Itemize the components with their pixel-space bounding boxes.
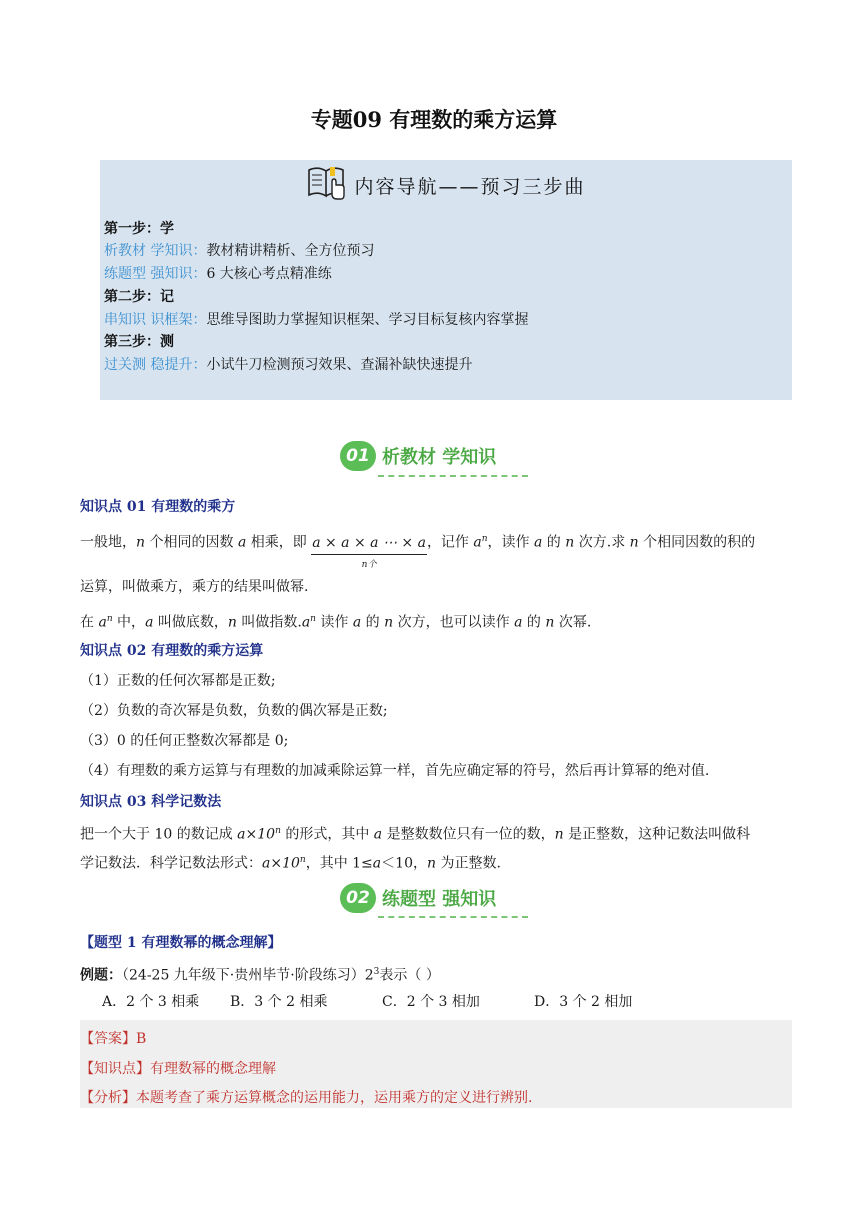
kp3-line-2 <box>80 849 795 875</box>
text: 次幂. <box>554 614 592 631</box>
knowledge-point-01-title: 知识点 01 有理数的乘方 <box>80 499 236 515</box>
nav-row-2-tag: 练题型 强知识： <box>104 266 207 282</box>
nav-row-3-text: 思维导图助力掌握知识框架、学习目标复核内容掌握 <box>206 312 529 328</box>
text: 是整数数位只有一位的数， <box>382 826 555 843</box>
section-title: 析教材 学知识 <box>382 447 497 468</box>
var-a: a <box>514 614 523 631</box>
text: 的 <box>361 614 385 631</box>
exponent-n: n <box>310 614 316 624</box>
text: 学记数法．科学记数法形式： <box>80 855 262 872</box>
exponent-n: n <box>481 534 488 544</box>
nav-row-3-tag: 串知识 识框架： <box>104 312 207 328</box>
text: ＜10， <box>381 855 427 872</box>
sci-form: a×10 <box>237 826 276 843</box>
var-n: n <box>554 826 564 843</box>
var-a: a <box>98 614 107 631</box>
kp2-item-2: （2）负数的奇次幂是负数，负数的偶次幂是正数; <box>80 703 388 719</box>
analysis-text: 本题考查了乘方运算概念的运用能力，运用乘方的定义进行辨别. <box>136 1090 533 1106</box>
var-a: a <box>372 855 382 872</box>
question-type-1-title: 【题型 1 有理数幂的概念理解】 <box>80 935 282 951</box>
var-a: a <box>301 614 311 631</box>
answer-line <box>80 1028 146 1048</box>
kp2-item-1: （1）正数的任何次幂都是正数; <box>80 673 276 689</box>
text: ，记作 <box>426 534 474 551</box>
nav-row-2 <box>104 263 332 285</box>
section-number-badge: 02 <box>340 883 376 913</box>
knowledge-point-line <box>80 1058 276 1078</box>
var-n: n <box>384 614 394 631</box>
kp-text: 有理数幂的概念理解 <box>150 1061 276 1077</box>
answer-box <box>80 1020 792 1108</box>
option-b[interactable]: B．3 个 2 相乘 <box>230 994 328 1010</box>
step1-label: 第一步：学 <box>104 221 174 237</box>
section-banner-01 <box>340 441 496 471</box>
nav-heading <box>100 166 792 204</box>
text: 相乘，即 <box>246 534 312 551</box>
text: 叫做底数， <box>153 614 228 631</box>
nav-row-4 <box>104 354 472 376</box>
answer-value: B <box>136 1031 147 1047</box>
nav-row-1 <box>104 240 374 262</box>
nav-row-4-tag: 过关测 稳提升： <box>104 357 207 373</box>
text: 为正整数. <box>436 855 501 872</box>
text: 在 <box>80 614 99 631</box>
knowledge-point-03-title: 知识点 03 科学记数法 <box>80 794 222 810</box>
option-c[interactable]: C．2 个 3 相加 <box>382 994 480 1010</box>
knowledge-point-02-title: 知识点 02 有理数的乘方运算 <box>80 643 264 659</box>
text: ，读作 <box>487 534 534 551</box>
nav-heading-text: 内容导航——预习三步曲 <box>354 175 586 198</box>
nav-row-3 <box>104 309 528 331</box>
kp1-paragraph-2: 运算，叫做乘方，乘方的结果叫做幂. <box>80 579 309 595</box>
power-exponent: 3 <box>373 967 380 977</box>
section-banner-02 <box>340 883 496 913</box>
step3-label: 第三步：测 <box>104 334 174 350</box>
page-title: 专题09 有理数的乘方运算 <box>310 107 558 132</box>
answer-tag: 【答案】 <box>80 1031 136 1047</box>
var-n: n <box>565 534 575 551</box>
var-a: a <box>373 826 383 843</box>
text: 个相同的因数 <box>145 534 238 551</box>
var-a: a <box>237 534 247 551</box>
text: 把一个大于 10 的数记成 <box>80 826 238 843</box>
example-question <box>80 961 795 987</box>
text: 中， <box>112 614 146 631</box>
text: 的 <box>522 614 546 631</box>
var-a: a <box>473 534 482 551</box>
section-title: 练题型 强知识 <box>382 889 497 910</box>
var-n: n <box>629 534 639 551</box>
exponent-n: n <box>106 614 113 624</box>
section-divider <box>378 916 528 918</box>
kp3-line-1 <box>80 820 795 846</box>
kp1-paragraph-3 <box>80 608 795 634</box>
example-tail: 表示（ ） <box>379 967 440 984</box>
example-source: （24-25 九年级下·贵州毕节·阶段练习） <box>122 967 365 984</box>
kp1-paragraph-1 <box>80 528 795 570</box>
kp2-item-3: （3）0 的任何正整数次幂都是 0; <box>80 733 289 749</box>
var-n: n <box>545 614 555 631</box>
underbrace-label: n个 <box>361 559 377 570</box>
option-d[interactable]: D．3 个 2 相加 <box>534 994 633 1010</box>
analysis-tag: 【分析】 <box>80 1090 136 1106</box>
text: 次方，也可以读作 <box>393 614 515 631</box>
text: 次方.求 <box>574 534 630 551</box>
kp-tag: 【知识点】 <box>80 1061 150 1077</box>
example-label: 例题： <box>80 967 122 984</box>
text: 的形式，其中 <box>280 826 374 843</box>
var-n: n <box>426 855 437 872</box>
text: 叫做指数. <box>236 614 302 631</box>
text: 的 <box>542 534 566 551</box>
content-navigation-box <box>100 160 792 400</box>
step2-label: 第二步：记 <box>104 289 174 305</box>
product-expression <box>311 532 427 570</box>
power-base: 2 <box>364 967 374 984</box>
text: 是正整数，这种记数法叫做科 <box>563 826 751 843</box>
text: 一般地， <box>80 534 136 551</box>
product-text: a × a × a ⋯ × a <box>312 534 426 551</box>
book-hand-icon <box>306 164 348 206</box>
var-a: a <box>534 534 543 551</box>
text: ，其中 1≤ <box>305 855 373 872</box>
kp2-item-4: （4）有理数的乘方运算与有理数的加减乘除运算一样，首先应确定幂的符号，然后再计算幂的绝对值. <box>80 763 710 779</box>
text: 个相同因数的积的 <box>638 534 756 551</box>
var-n: n <box>227 614 237 631</box>
exponent-n: n <box>299 855 306 865</box>
nav-row-1-tag: 析教材 学知识： <box>104 243 207 259</box>
text: 读作 <box>315 614 353 631</box>
nav-row-4-text: 小试牛刀检测预习效果、查漏补缺快速提升 <box>206 357 473 373</box>
nav-row-2-text: 6 大核心考点精准练 <box>206 266 332 282</box>
sci-form: a×10 <box>262 855 300 872</box>
section-number-badge: 01 <box>340 441 376 471</box>
var-a: a <box>145 614 154 631</box>
var-a: a <box>352 614 362 631</box>
option-a[interactable]: A．2 个 3 相乘 <box>102 994 200 1010</box>
section-divider <box>378 475 528 477</box>
exponent-n: n <box>275 826 281 836</box>
nav-row-1-text: 教材精讲精析、全方位预习 <box>206 243 375 259</box>
analysis-line <box>80 1087 532 1107</box>
var-n: n <box>136 534 146 551</box>
